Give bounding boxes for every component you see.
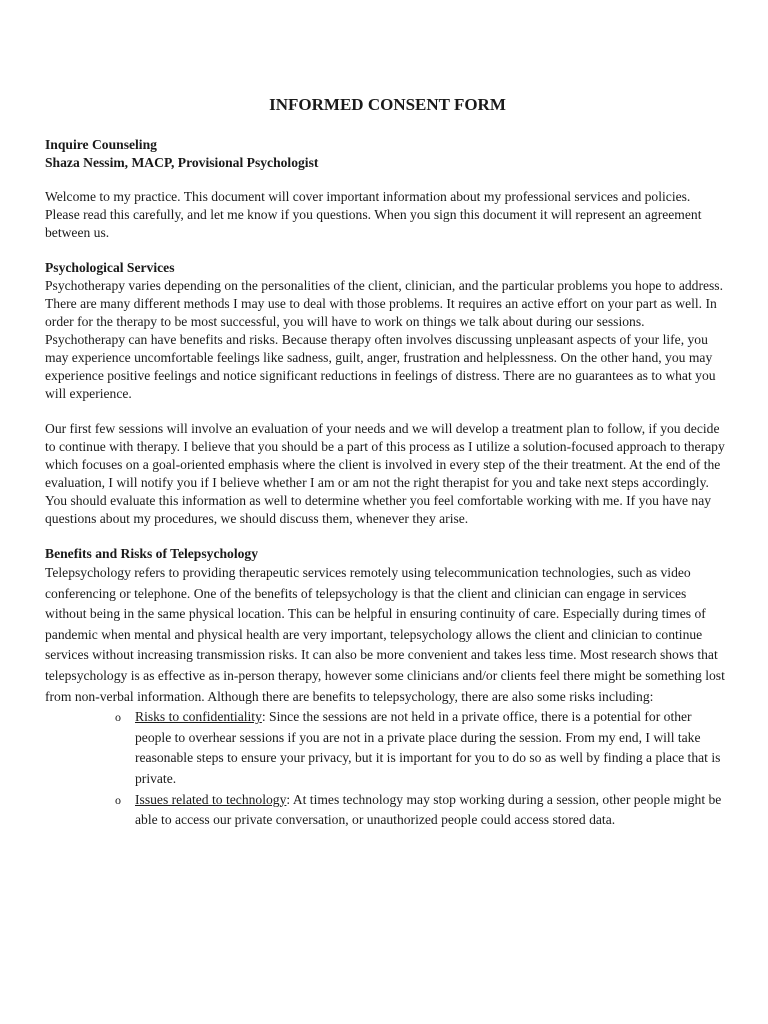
practice-name: Inquire Counseling bbox=[45, 137, 157, 152]
psych-services-paragraph-1: Psychotherapy varies depending on the personalities of the client, clinician, and the particular problems you hope to address. There are many different methods I may use to deal with those problems. It requires an active effort on your part as well. In order for the therapy to be most successful, you will have to work on things we talk about during our sessions. Psychotherapy can have benefits and risks. Because therapy often involves discussing unpleasant aspects of your life, you may experience uncomfortable feelings like sadness, guilt, anger, frustration and helplessness. On the other hand, you may experience positive feelings and notice significant reductions in feelings of distress. There are no guarantees as to what you will experience. bbox=[45, 278, 723, 401]
section-heading-psychological-services: Psychological Services bbox=[45, 260, 175, 275]
section-heading-telepsychology: Benefits and Risks of Telepsychology bbox=[45, 546, 259, 561]
bullet-icon: o bbox=[115, 710, 121, 725]
document-title: INFORMED CONSENT FORM bbox=[269, 95, 506, 114]
list-item bbox=[117, 707, 725, 789]
risk-text: : Since the sessions are not held in a private office, there is a potential for other people to overhear sessions if you are not in a private place during the session. From my end, I will take reasonable steps to ensure your privacy, but it is important for you to do so as well by finding a place that is private. bbox=[135, 709, 721, 786]
risk-label: Issues related to technology bbox=[135, 791, 287, 807]
document-page bbox=[45, 94, 725, 831]
bullet-icon: o bbox=[115, 792, 121, 807]
risk-text: : At times technology may stop working during a session, other people might be able to access our private conversation, or unauthorized people could access stored data. bbox=[135, 791, 722, 828]
header-block bbox=[45, 136, 725, 172]
welcome-paragraph: Welcome to my practice. This document will cover important information about my professional services and policies. Please read this carefully, and let me know if you questions. When you sign this document it will represent an agreement between us. bbox=[45, 189, 702, 240]
telepsychology-paragraph: Telepsychology refers to providing therapeutic services remotely using telecommunication technologies, such as video conferencing or telephone. One of the benefits of telepsychology is that the client and clinician can engage in services without being in the same physical location. This can be helpful in ensuring continuity of care. Especially during times of pandemic when mental and physical health are very important, telepsychology allows the client and clinician to continue services without increasing transmission risks. It can also be more convenient and takes less time. Most research shows that telepsychology is as effective as in-person therapy, however some clinicians and/or clients feel there might be something lost from non-verbal information. Although there are benefits to telepsychology, there are also some risks including: bbox=[45, 565, 725, 704]
risks-list bbox=[45, 707, 725, 831]
risk-label: Risks to confidentiality bbox=[135, 709, 262, 725]
clinician-name: Shaza Nessim, MACP, Provisional Psychologist bbox=[45, 155, 319, 170]
psych-services-paragraph-2: Our first few sessions will involve an evaluation of your needs and we will develop a treatment plan to follow, if you decide to continue with therapy. I believe that you should be a part of this process as I utilize a solution-focused approach to therapy which focuses on a goal-oriented emphasis where the client is involved in every step of the their treatment. At the end of the evaluation, I will notify you if I believe whether I am or am not the right therapist for you and take next steps accordingly. You should evaluate this information as well to determine whether you feel comfortable working with me. If you have nay questions about my procedures, we should discuss them, whenever they arise. bbox=[45, 421, 725, 526]
list-item bbox=[117, 790, 725, 831]
